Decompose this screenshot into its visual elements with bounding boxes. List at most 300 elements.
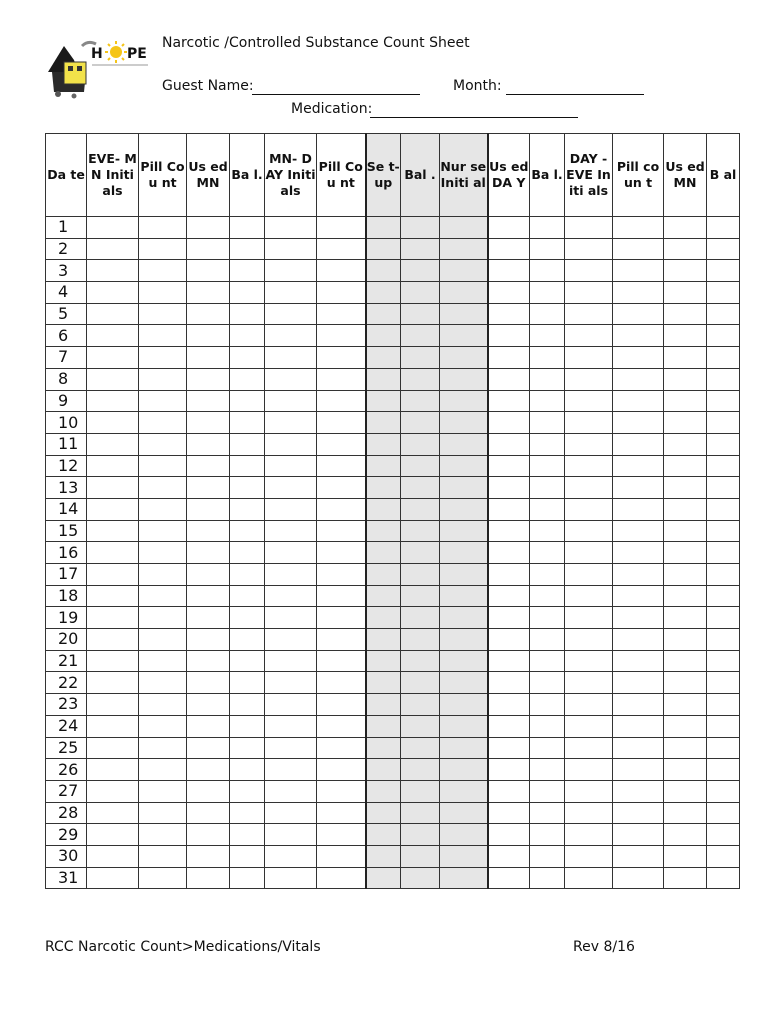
entry-cell[interactable] — [530, 303, 565, 325]
entry-cell[interactable] — [565, 260, 613, 282]
entry-cell[interactable] — [230, 390, 265, 412]
entry-cell[interactable] — [230, 238, 265, 260]
entry-cell[interactable] — [707, 694, 740, 716]
entry-cell[interactable] — [613, 238, 664, 260]
entry-cell[interactable] — [707, 759, 740, 781]
entry-cell[interactable] — [664, 867, 707, 889]
entry-cell[interactable] — [317, 498, 366, 520]
entry-cell[interactable] — [265, 585, 317, 607]
entry-cell[interactable] — [440, 368, 488, 390]
entry-cell[interactable] — [265, 759, 317, 781]
entry-cell[interactable] — [230, 867, 265, 889]
entry-cell[interactable] — [565, 520, 613, 542]
entry-cell[interactable] — [230, 433, 265, 455]
entry-cell[interactable] — [187, 520, 230, 542]
entry-cell[interactable] — [230, 303, 265, 325]
entry-cell[interactable] — [317, 650, 366, 672]
entry-cell[interactable] — [488, 520, 530, 542]
entry-cell[interactable] — [707, 629, 740, 651]
entry-cell[interactable] — [230, 542, 265, 564]
entry-cell[interactable] — [707, 260, 740, 282]
entry-cell[interactable] — [87, 585, 139, 607]
entry-cell[interactable] — [87, 260, 139, 282]
entry-cell[interactable] — [530, 824, 565, 846]
entry-cell[interactable] — [565, 802, 613, 824]
entry-cell[interactable] — [265, 520, 317, 542]
entry-cell[interactable] — [707, 520, 740, 542]
entry-cell[interactable] — [440, 845, 488, 867]
entry-cell[interactable] — [187, 650, 230, 672]
entry-cell[interactable] — [230, 368, 265, 390]
entry-cell[interactable] — [317, 347, 366, 369]
entry-cell[interactable] — [139, 585, 187, 607]
entry-cell[interactable] — [440, 759, 488, 781]
entry-cell[interactable] — [87, 455, 139, 477]
entry-cell[interactable] — [488, 715, 530, 737]
entry-cell[interactable] — [707, 303, 740, 325]
entry-cell[interactable] — [401, 845, 440, 867]
entry-cell[interactable] — [187, 282, 230, 304]
entry-cell[interactable] — [230, 282, 265, 304]
entry-cell[interactable] — [565, 303, 613, 325]
entry-cell[interactable] — [530, 498, 565, 520]
entry-cell[interactable] — [317, 412, 366, 434]
entry-cell[interactable] — [401, 347, 440, 369]
entry-cell[interactable] — [565, 325, 613, 347]
entry-cell[interactable] — [440, 715, 488, 737]
entry-cell[interactable] — [440, 629, 488, 651]
entry-cell[interactable] — [530, 694, 565, 716]
entry-cell[interactable] — [565, 845, 613, 867]
entry-cell[interactable] — [664, 477, 707, 499]
entry-cell[interactable] — [440, 498, 488, 520]
entry-cell[interactable] — [488, 282, 530, 304]
entry-cell[interactable] — [401, 368, 440, 390]
entry-cell[interactable] — [440, 780, 488, 802]
entry-cell[interactable] — [707, 867, 740, 889]
entry-cell[interactable] — [707, 802, 740, 824]
entry-cell[interactable] — [317, 325, 366, 347]
entry-cell[interactable] — [488, 607, 530, 629]
entry-cell[interactable] — [87, 845, 139, 867]
entry-cell[interactable] — [230, 845, 265, 867]
entry-cell[interactable] — [317, 780, 366, 802]
entry-cell[interactable] — [317, 715, 366, 737]
entry-cell[interactable] — [87, 368, 139, 390]
entry-cell[interactable] — [401, 737, 440, 759]
entry-cell[interactable] — [613, 715, 664, 737]
entry-cell[interactable] — [707, 433, 740, 455]
entry-cell[interactable] — [707, 650, 740, 672]
entry-cell[interactable] — [265, 347, 317, 369]
entry-cell[interactable] — [613, 498, 664, 520]
month-field[interactable] — [506, 94, 644, 95]
entry-cell[interactable] — [440, 325, 488, 347]
entry-cell[interactable] — [366, 867, 401, 889]
entry-cell[interactable] — [488, 260, 530, 282]
entry-cell[interactable] — [265, 498, 317, 520]
entry-cell[interactable] — [565, 282, 613, 304]
entry-cell[interactable] — [265, 650, 317, 672]
entry-cell[interactable] — [401, 759, 440, 781]
entry-cell[interactable] — [664, 564, 707, 586]
entry-cell[interactable] — [440, 824, 488, 846]
entry-cell[interactable] — [664, 780, 707, 802]
entry-cell[interactable] — [139, 629, 187, 651]
entry-cell[interactable] — [664, 260, 707, 282]
entry-cell[interactable] — [488, 672, 530, 694]
entry-cell[interactable] — [139, 607, 187, 629]
entry-cell[interactable] — [187, 498, 230, 520]
entry-cell[interactable] — [139, 542, 187, 564]
entry-cell[interactable] — [139, 845, 187, 867]
entry-cell[interactable] — [707, 607, 740, 629]
entry-cell[interactable] — [565, 607, 613, 629]
entry-cell[interactable] — [613, 303, 664, 325]
entry-cell[interactable] — [401, 629, 440, 651]
entry-cell[interactable] — [265, 824, 317, 846]
entry-cell[interactable] — [530, 282, 565, 304]
entry-cell[interactable] — [664, 824, 707, 846]
entry-cell[interactable] — [664, 368, 707, 390]
entry-cell[interactable] — [401, 455, 440, 477]
entry-cell[interactable] — [366, 737, 401, 759]
entry-cell[interactable] — [488, 694, 530, 716]
entry-cell[interactable] — [530, 607, 565, 629]
entry-cell[interactable] — [317, 564, 366, 586]
entry-cell[interactable] — [265, 629, 317, 651]
entry-cell[interactable] — [317, 585, 366, 607]
entry-cell[interactable] — [187, 824, 230, 846]
entry-cell[interactable] — [230, 498, 265, 520]
entry-cell[interactable] — [139, 694, 187, 716]
entry-cell[interactable] — [230, 607, 265, 629]
entry-cell[interactable] — [87, 325, 139, 347]
entry-cell[interactable] — [488, 845, 530, 867]
entry-cell[interactable] — [488, 303, 530, 325]
entry-cell[interactable] — [317, 694, 366, 716]
entry-cell[interactable] — [139, 520, 187, 542]
entry-cell[interactable] — [488, 759, 530, 781]
entry-cell[interactable] — [613, 477, 664, 499]
entry-cell[interactable] — [366, 607, 401, 629]
entry-cell[interactable] — [87, 498, 139, 520]
entry-cell[interactable] — [139, 759, 187, 781]
entry-cell[interactable] — [565, 217, 613, 239]
entry-cell[interactable] — [265, 867, 317, 889]
entry-cell[interactable] — [366, 564, 401, 586]
entry-cell[interactable] — [664, 282, 707, 304]
entry-cell[interactable] — [613, 282, 664, 304]
entry-cell[interactable] — [265, 737, 317, 759]
entry-cell[interactable] — [488, 347, 530, 369]
entry-cell[interactable] — [401, 520, 440, 542]
entry-cell[interactable] — [530, 368, 565, 390]
entry-cell[interactable] — [613, 325, 664, 347]
entry-cell[interactable] — [488, 390, 530, 412]
entry-cell[interactable] — [440, 564, 488, 586]
entry-cell[interactable] — [139, 282, 187, 304]
entry-cell[interactable] — [230, 802, 265, 824]
entry-cell[interactable] — [707, 737, 740, 759]
entry-cell[interactable] — [187, 629, 230, 651]
entry-cell[interactable] — [664, 737, 707, 759]
entry-cell[interactable] — [707, 282, 740, 304]
entry-cell[interactable] — [613, 520, 664, 542]
entry-cell[interactable] — [230, 672, 265, 694]
entry-cell[interactable] — [401, 433, 440, 455]
entry-cell[interactable] — [707, 217, 740, 239]
entry-cell[interactable] — [401, 564, 440, 586]
entry-cell[interactable] — [664, 650, 707, 672]
entry-cell[interactable] — [565, 672, 613, 694]
entry-cell[interactable] — [366, 824, 401, 846]
entry-cell[interactable] — [265, 325, 317, 347]
entry-cell[interactable] — [187, 607, 230, 629]
entry-cell[interactable] — [613, 347, 664, 369]
entry-cell[interactable] — [488, 455, 530, 477]
entry-cell[interactable] — [401, 694, 440, 716]
entry-cell[interactable] — [87, 303, 139, 325]
entry-cell[interactable] — [613, 217, 664, 239]
entry-cell[interactable] — [707, 824, 740, 846]
guest-name-field[interactable] — [252, 94, 420, 95]
entry-cell[interactable] — [530, 650, 565, 672]
entry-cell[interactable] — [401, 390, 440, 412]
entry-cell[interactable] — [87, 217, 139, 239]
entry-cell[interactable] — [230, 694, 265, 716]
entry-cell[interactable] — [488, 238, 530, 260]
entry-cell[interactable] — [613, 390, 664, 412]
entry-cell[interactable] — [265, 238, 317, 260]
entry-cell[interactable] — [139, 433, 187, 455]
entry-cell[interactable] — [230, 325, 265, 347]
entry-cell[interactable] — [230, 629, 265, 651]
entry-cell[interactable] — [139, 737, 187, 759]
entry-cell[interactable] — [707, 672, 740, 694]
entry-cell[interactable] — [187, 477, 230, 499]
entry-cell[interactable] — [187, 412, 230, 434]
entry-cell[interactable] — [230, 455, 265, 477]
entry-cell[interactable] — [139, 412, 187, 434]
entry-cell[interactable] — [366, 715, 401, 737]
entry-cell[interactable] — [366, 629, 401, 651]
entry-cell[interactable] — [613, 694, 664, 716]
entry-cell[interactable] — [366, 650, 401, 672]
entry-cell[interactable] — [401, 238, 440, 260]
entry-cell[interactable] — [664, 303, 707, 325]
entry-cell[interactable] — [366, 672, 401, 694]
entry-cell[interactable] — [366, 238, 401, 260]
entry-cell[interactable] — [613, 368, 664, 390]
entry-cell[interactable] — [401, 780, 440, 802]
entry-cell[interactable] — [265, 845, 317, 867]
entry-cell[interactable] — [87, 672, 139, 694]
entry-cell[interactable] — [317, 759, 366, 781]
entry-cell[interactable] — [488, 824, 530, 846]
entry-cell[interactable] — [187, 542, 230, 564]
entry-cell[interactable] — [139, 672, 187, 694]
entry-cell[interactable] — [664, 672, 707, 694]
entry-cell[interactable] — [401, 607, 440, 629]
entry-cell[interactable] — [401, 325, 440, 347]
entry-cell[interactable] — [87, 477, 139, 499]
entry-cell[interactable] — [565, 433, 613, 455]
entry-cell[interactable] — [530, 347, 565, 369]
entry-cell[interactable] — [317, 737, 366, 759]
entry-cell[interactable] — [87, 867, 139, 889]
entry-cell[interactable] — [401, 303, 440, 325]
entry-cell[interactable] — [707, 477, 740, 499]
entry-cell[interactable] — [265, 390, 317, 412]
entry-cell[interactable] — [707, 325, 740, 347]
entry-cell[interactable] — [187, 368, 230, 390]
entry-cell[interactable] — [530, 217, 565, 239]
entry-cell[interactable] — [530, 715, 565, 737]
entry-cell[interactable] — [664, 715, 707, 737]
entry-cell[interactable] — [565, 347, 613, 369]
entry-cell[interactable] — [265, 542, 317, 564]
entry-cell[interactable] — [139, 498, 187, 520]
entry-cell[interactable] — [187, 260, 230, 282]
entry-cell[interactable] — [613, 867, 664, 889]
entry-cell[interactable] — [87, 824, 139, 846]
entry-cell[interactable] — [187, 715, 230, 737]
entry-cell[interactable] — [187, 217, 230, 239]
entry-cell[interactable] — [265, 217, 317, 239]
entry-cell[interactable] — [440, 520, 488, 542]
entry-cell[interactable] — [317, 672, 366, 694]
entry-cell[interactable] — [440, 867, 488, 889]
entry-cell[interactable] — [87, 780, 139, 802]
entry-cell[interactable] — [187, 694, 230, 716]
entry-cell[interactable] — [530, 802, 565, 824]
entry-cell[interactable] — [366, 802, 401, 824]
entry-cell[interactable] — [366, 542, 401, 564]
entry-cell[interactable] — [440, 260, 488, 282]
entry-cell[interactable] — [565, 715, 613, 737]
entry-cell[interactable] — [317, 845, 366, 867]
entry-cell[interactable] — [565, 390, 613, 412]
entry-cell[interactable] — [401, 672, 440, 694]
entry-cell[interactable] — [317, 390, 366, 412]
entry-cell[interactable] — [664, 347, 707, 369]
entry-cell[interactable] — [366, 412, 401, 434]
entry-cell[interactable] — [265, 564, 317, 586]
entry-cell[interactable] — [530, 542, 565, 564]
entry-cell[interactable] — [530, 585, 565, 607]
entry-cell[interactable] — [139, 780, 187, 802]
entry-cell[interactable] — [613, 433, 664, 455]
entry-cell[interactable] — [139, 824, 187, 846]
entry-cell[interactable] — [366, 585, 401, 607]
entry-cell[interactable] — [401, 260, 440, 282]
entry-cell[interactable] — [317, 238, 366, 260]
entry-cell[interactable] — [664, 694, 707, 716]
entry-cell[interactable] — [530, 520, 565, 542]
entry-cell[interactable] — [87, 390, 139, 412]
entry-cell[interactable] — [187, 238, 230, 260]
entry-cell[interactable] — [187, 737, 230, 759]
entry-cell[interactable] — [488, 564, 530, 586]
entry-cell[interactable] — [230, 412, 265, 434]
entry-cell[interactable] — [664, 607, 707, 629]
entry-cell[interactable] — [187, 845, 230, 867]
entry-cell[interactable] — [488, 412, 530, 434]
entry-cell[interactable] — [401, 542, 440, 564]
entry-cell[interactable] — [401, 824, 440, 846]
entry-cell[interactable] — [664, 238, 707, 260]
entry-cell[interactable] — [530, 325, 565, 347]
entry-cell[interactable] — [440, 217, 488, 239]
entry-cell[interactable] — [265, 282, 317, 304]
entry-cell[interactable] — [187, 802, 230, 824]
entry-cell[interactable] — [613, 780, 664, 802]
entry-cell[interactable] — [317, 217, 366, 239]
entry-cell[interactable] — [664, 520, 707, 542]
entry-cell[interactable] — [187, 325, 230, 347]
entry-cell[interactable] — [230, 520, 265, 542]
entry-cell[interactable] — [613, 845, 664, 867]
entry-cell[interactable] — [230, 759, 265, 781]
entry-cell[interactable] — [317, 282, 366, 304]
entry-cell[interactable] — [401, 867, 440, 889]
entry-cell[interactable] — [265, 455, 317, 477]
entry-cell[interactable] — [440, 650, 488, 672]
entry-cell[interactable] — [265, 672, 317, 694]
entry-cell[interactable] — [366, 347, 401, 369]
entry-cell[interactable] — [87, 694, 139, 716]
entry-cell[interactable] — [265, 368, 317, 390]
entry-cell[interactable] — [317, 477, 366, 499]
entry-cell[interactable] — [565, 629, 613, 651]
entry-cell[interactable] — [530, 477, 565, 499]
entry-cell[interactable] — [613, 585, 664, 607]
entry-cell[interactable] — [664, 325, 707, 347]
entry-cell[interactable] — [565, 238, 613, 260]
entry-cell[interactable] — [664, 802, 707, 824]
entry-cell[interactable] — [187, 455, 230, 477]
entry-cell[interactable] — [230, 715, 265, 737]
entry-cell[interactable] — [488, 780, 530, 802]
entry-cell[interactable] — [401, 650, 440, 672]
entry-cell[interactable] — [401, 802, 440, 824]
entry-cell[interactable] — [366, 217, 401, 239]
entry-cell[interactable] — [366, 282, 401, 304]
entry-cell[interactable] — [440, 433, 488, 455]
entry-cell[interactable] — [317, 802, 366, 824]
entry-cell[interactable] — [613, 629, 664, 651]
entry-cell[interactable] — [401, 585, 440, 607]
entry-cell[interactable] — [664, 217, 707, 239]
entry-cell[interactable] — [317, 260, 366, 282]
entry-cell[interactable] — [707, 347, 740, 369]
entry-cell[interactable] — [187, 867, 230, 889]
entry-cell[interactable] — [530, 845, 565, 867]
entry-cell[interactable] — [565, 824, 613, 846]
entry-cell[interactable] — [366, 455, 401, 477]
entry-cell[interactable] — [440, 282, 488, 304]
entry-cell[interactable] — [230, 650, 265, 672]
entry-cell[interactable] — [440, 347, 488, 369]
entry-cell[interactable] — [265, 303, 317, 325]
entry-cell[interactable] — [707, 564, 740, 586]
entry-cell[interactable] — [664, 455, 707, 477]
entry-cell[interactable] — [613, 650, 664, 672]
entry-cell[interactable] — [139, 303, 187, 325]
entry-cell[interactable] — [613, 564, 664, 586]
entry-cell[interactable] — [265, 260, 317, 282]
